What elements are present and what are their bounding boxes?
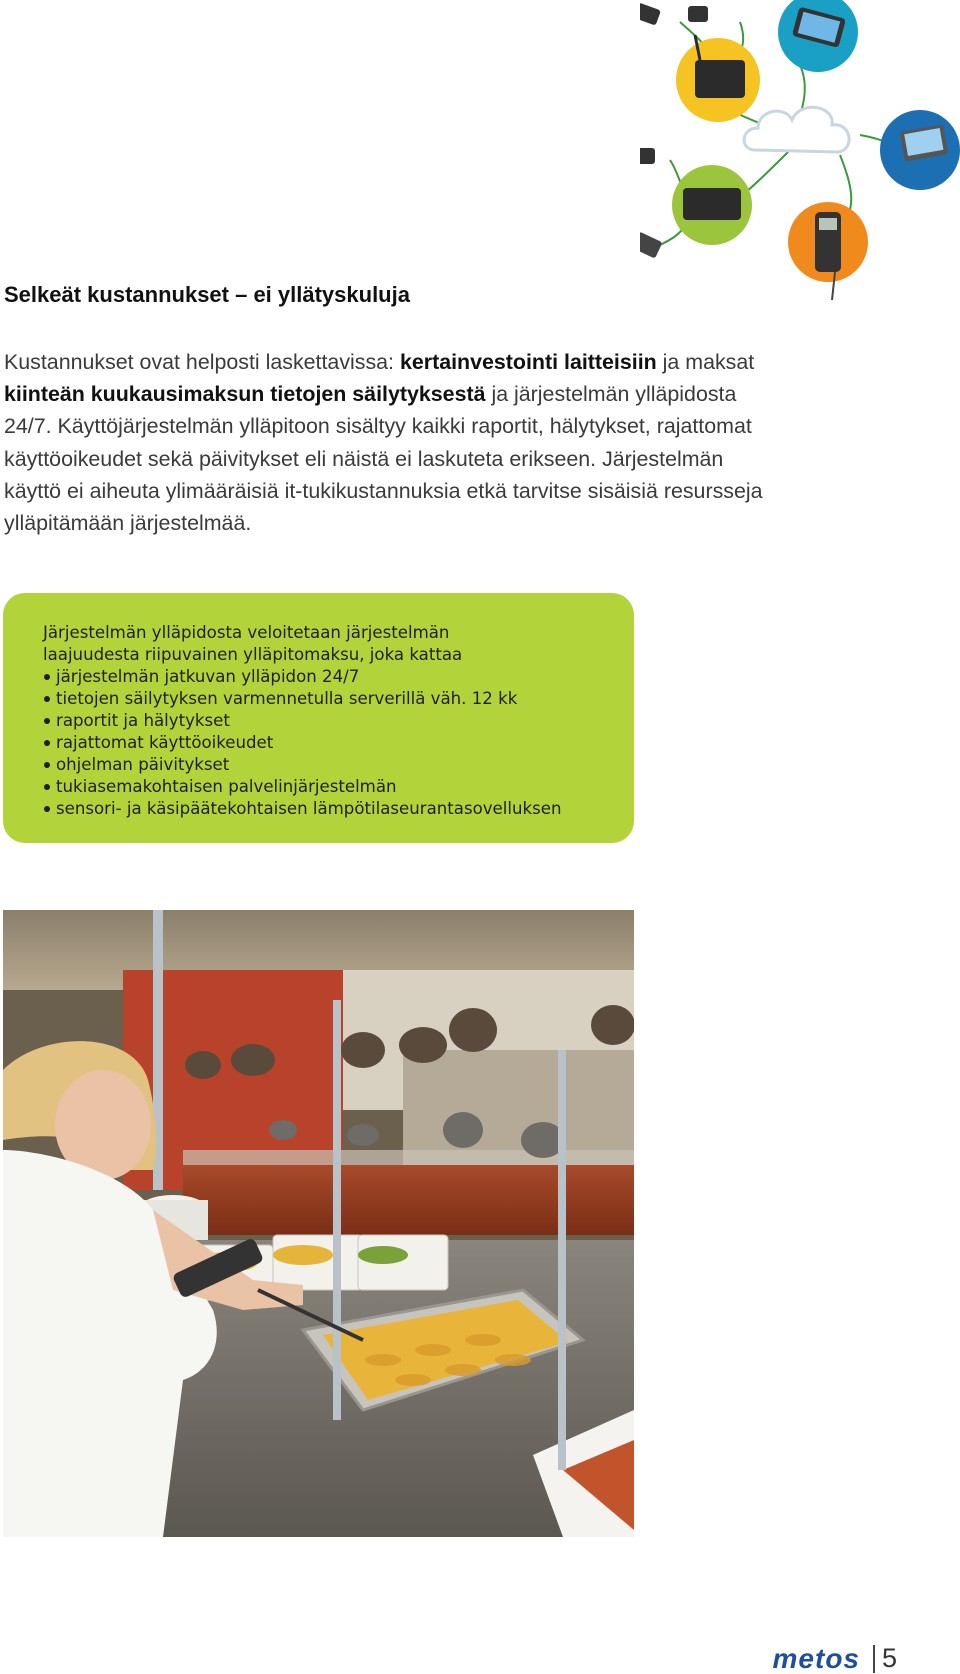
kitchen-buffet-photo — [3, 910, 634, 1537]
body-bold-1: kertainvestointi laitteisiin — [399, 350, 657, 374]
body-paragraph — [4, 346, 764, 539]
body-bold-2: kiinteän kuukausimaksun tietojen säilytyksestä — [4, 382, 486, 407]
metos-logo: metos — [772, 1643, 860, 1674]
list-item: ohjelman päivitykset — [43, 754, 624, 776]
list-item: sensori- ja käsipäätekohtaisen lämpötilaseurantasovelluksen — [43, 798, 624, 820]
box-intro-line-2: laajuudesta riipuvainen ylläpitomaksu, joka kattaa — [43, 645, 463, 664]
list-item: raportit ja hälytykset — [43, 710, 624, 732]
maintenance-info-box — [3, 593, 634, 843]
body-text-3: ja järjestelmän ylläpidosta 24/7. Käyttöjärjestelmän ylläpitoon sisältyy kaikki raportit, hälytykset, rajattomat käyttöoikeudet sekä päivitykset eli näistä ei laskuteta erikseen. Järjestelmän käyttö ei aiheuta ylimääräisiä it-tukikustannuksia etkä tarvitse sisäisiä resursseja ylläpitämään järjestelmää. — [4, 382, 763, 536]
list-item: rajattomat käyttöoikeudet — [43, 732, 624, 754]
maintenance-list — [43, 666, 624, 820]
list-item: tietojen säilytyksen varmennetulla serverillä väh. 12 kk — [43, 688, 624, 710]
body-text-2: ja maksat — [656, 350, 755, 374]
list-item: tukiasemakohtaisen palvelinjärjestelmän — [43, 776, 624, 798]
box-intro-line-1: Järjestelmän ylläpidosta veloitetaan järjestelmän — [43, 623, 450, 642]
page-number: 5 — [882, 1643, 898, 1673]
body-text-1: Kustannukset ovat helposti laskettavissa: — [4, 350, 400, 374]
maintenance-info-content — [43, 622, 624, 820]
footer-divider — [873, 1645, 875, 1673]
section-heading: Selkeät kustannukset – ei yllätyskuluja — [4, 282, 410, 307]
cloud-network-illustration — [640, 0, 960, 320]
list-item: järjestelmän jatkuvan ylläpidon 24/7 — [43, 666, 624, 688]
